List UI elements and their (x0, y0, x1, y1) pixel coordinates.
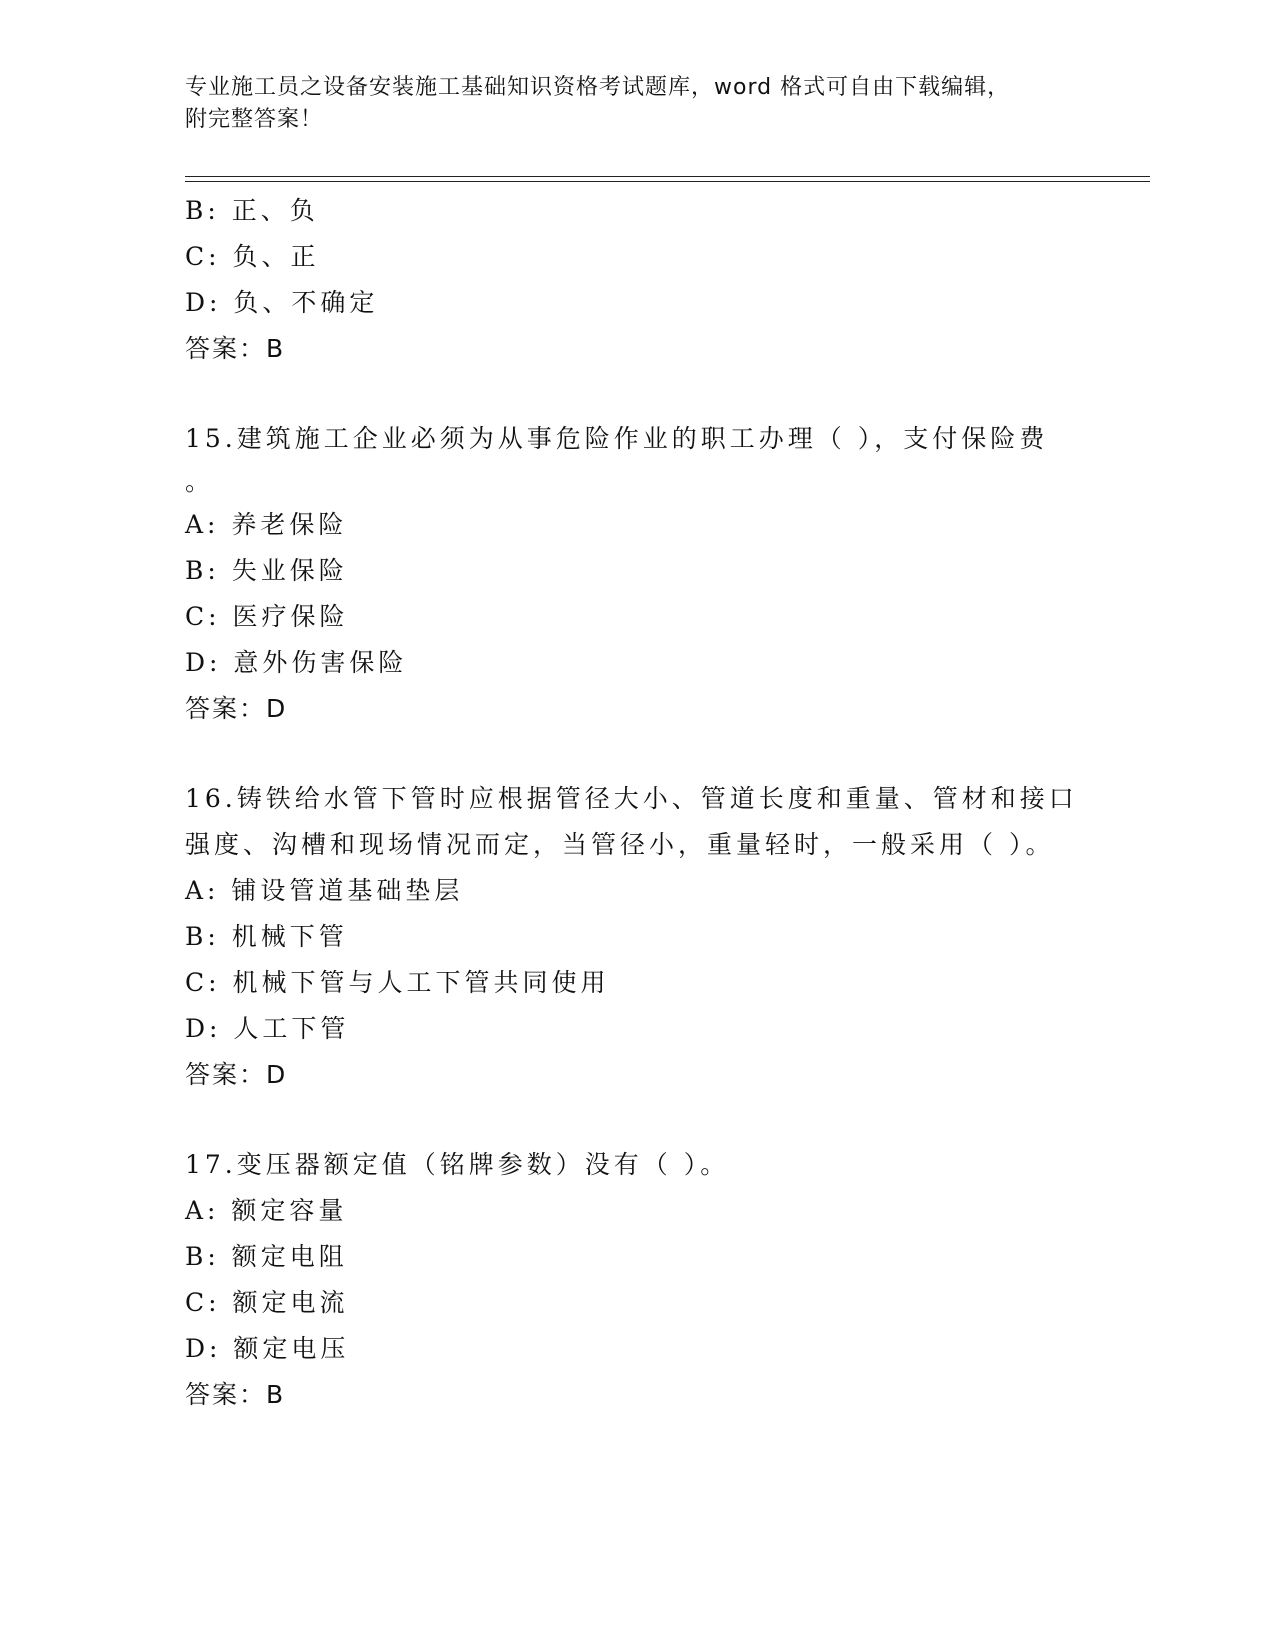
option-b: B: 机械下管 (185, 922, 348, 951)
spacer (185, 1098, 1085, 1142)
spacer (185, 372, 1085, 416)
option-d: D: 意外伤害保险 (185, 648, 408, 677)
option-a: A: 额定容量 (185, 1196, 348, 1225)
question-text-line-2: 。 (185, 467, 215, 496)
header-rule-bottom (185, 181, 1150, 182)
question-15 (185, 416, 1085, 732)
option-a: A: 铺设管道基础垫层 (185, 876, 464, 905)
header-line-1: 专业施工员之设备安装施工基础知识资格考试题库，word 格式可自由下载编辑， (185, 75, 1011, 100)
document-body (185, 188, 1085, 1418)
option-c: C: 额定电流 (185, 1288, 349, 1317)
answer: 答案：B (185, 334, 286, 363)
option-c: C: 医疗保险 (185, 602, 349, 631)
question-16 (185, 776, 1085, 1098)
question-text-line-1: 16.铸铁给水管下管时应根据管径大小、管道长度和重量、管材和接口 (185, 784, 1078, 813)
option-c: C: 机械下管与人工下管共同使用 (185, 968, 610, 997)
spacer (185, 732, 1085, 776)
option-d: D: 额定电压 (185, 1334, 350, 1363)
header-rule-top (185, 176, 1150, 177)
option-d: D: 人工下管 (185, 1014, 350, 1043)
option-b: B: 额定电阻 (185, 1242, 348, 1271)
question-text-line-1: 15.建筑施工企业必须为从事危险作业的职工办理（ ），支付保险费 (185, 424, 1049, 453)
option-d: D: 负、不确定 (185, 288, 379, 317)
answer: 答案：D (185, 694, 288, 723)
header-line-2: 附完整答案！ (185, 107, 324, 132)
option-c: C: 负、正 (185, 242, 320, 271)
question-14-continuation (185, 188, 1085, 372)
question-text-line-1: 17.变压器额定值（铭牌参数）没有（ ）。 (185, 1150, 730, 1179)
answer: 答案：B (185, 1380, 286, 1409)
option-b: B: 正、负 (185, 196, 319, 225)
option-a: A: 养老保险 (185, 510, 348, 539)
answer: 答案：D (185, 1060, 288, 1089)
question-17 (185, 1142, 1085, 1418)
question-text-line-2: 强度、沟槽和现场情况而定，当管径小，重量轻时，一般采用（ ）。 (185, 830, 1055, 859)
document-header (185, 72, 1085, 136)
option-b: B: 失业保险 (185, 556, 348, 585)
